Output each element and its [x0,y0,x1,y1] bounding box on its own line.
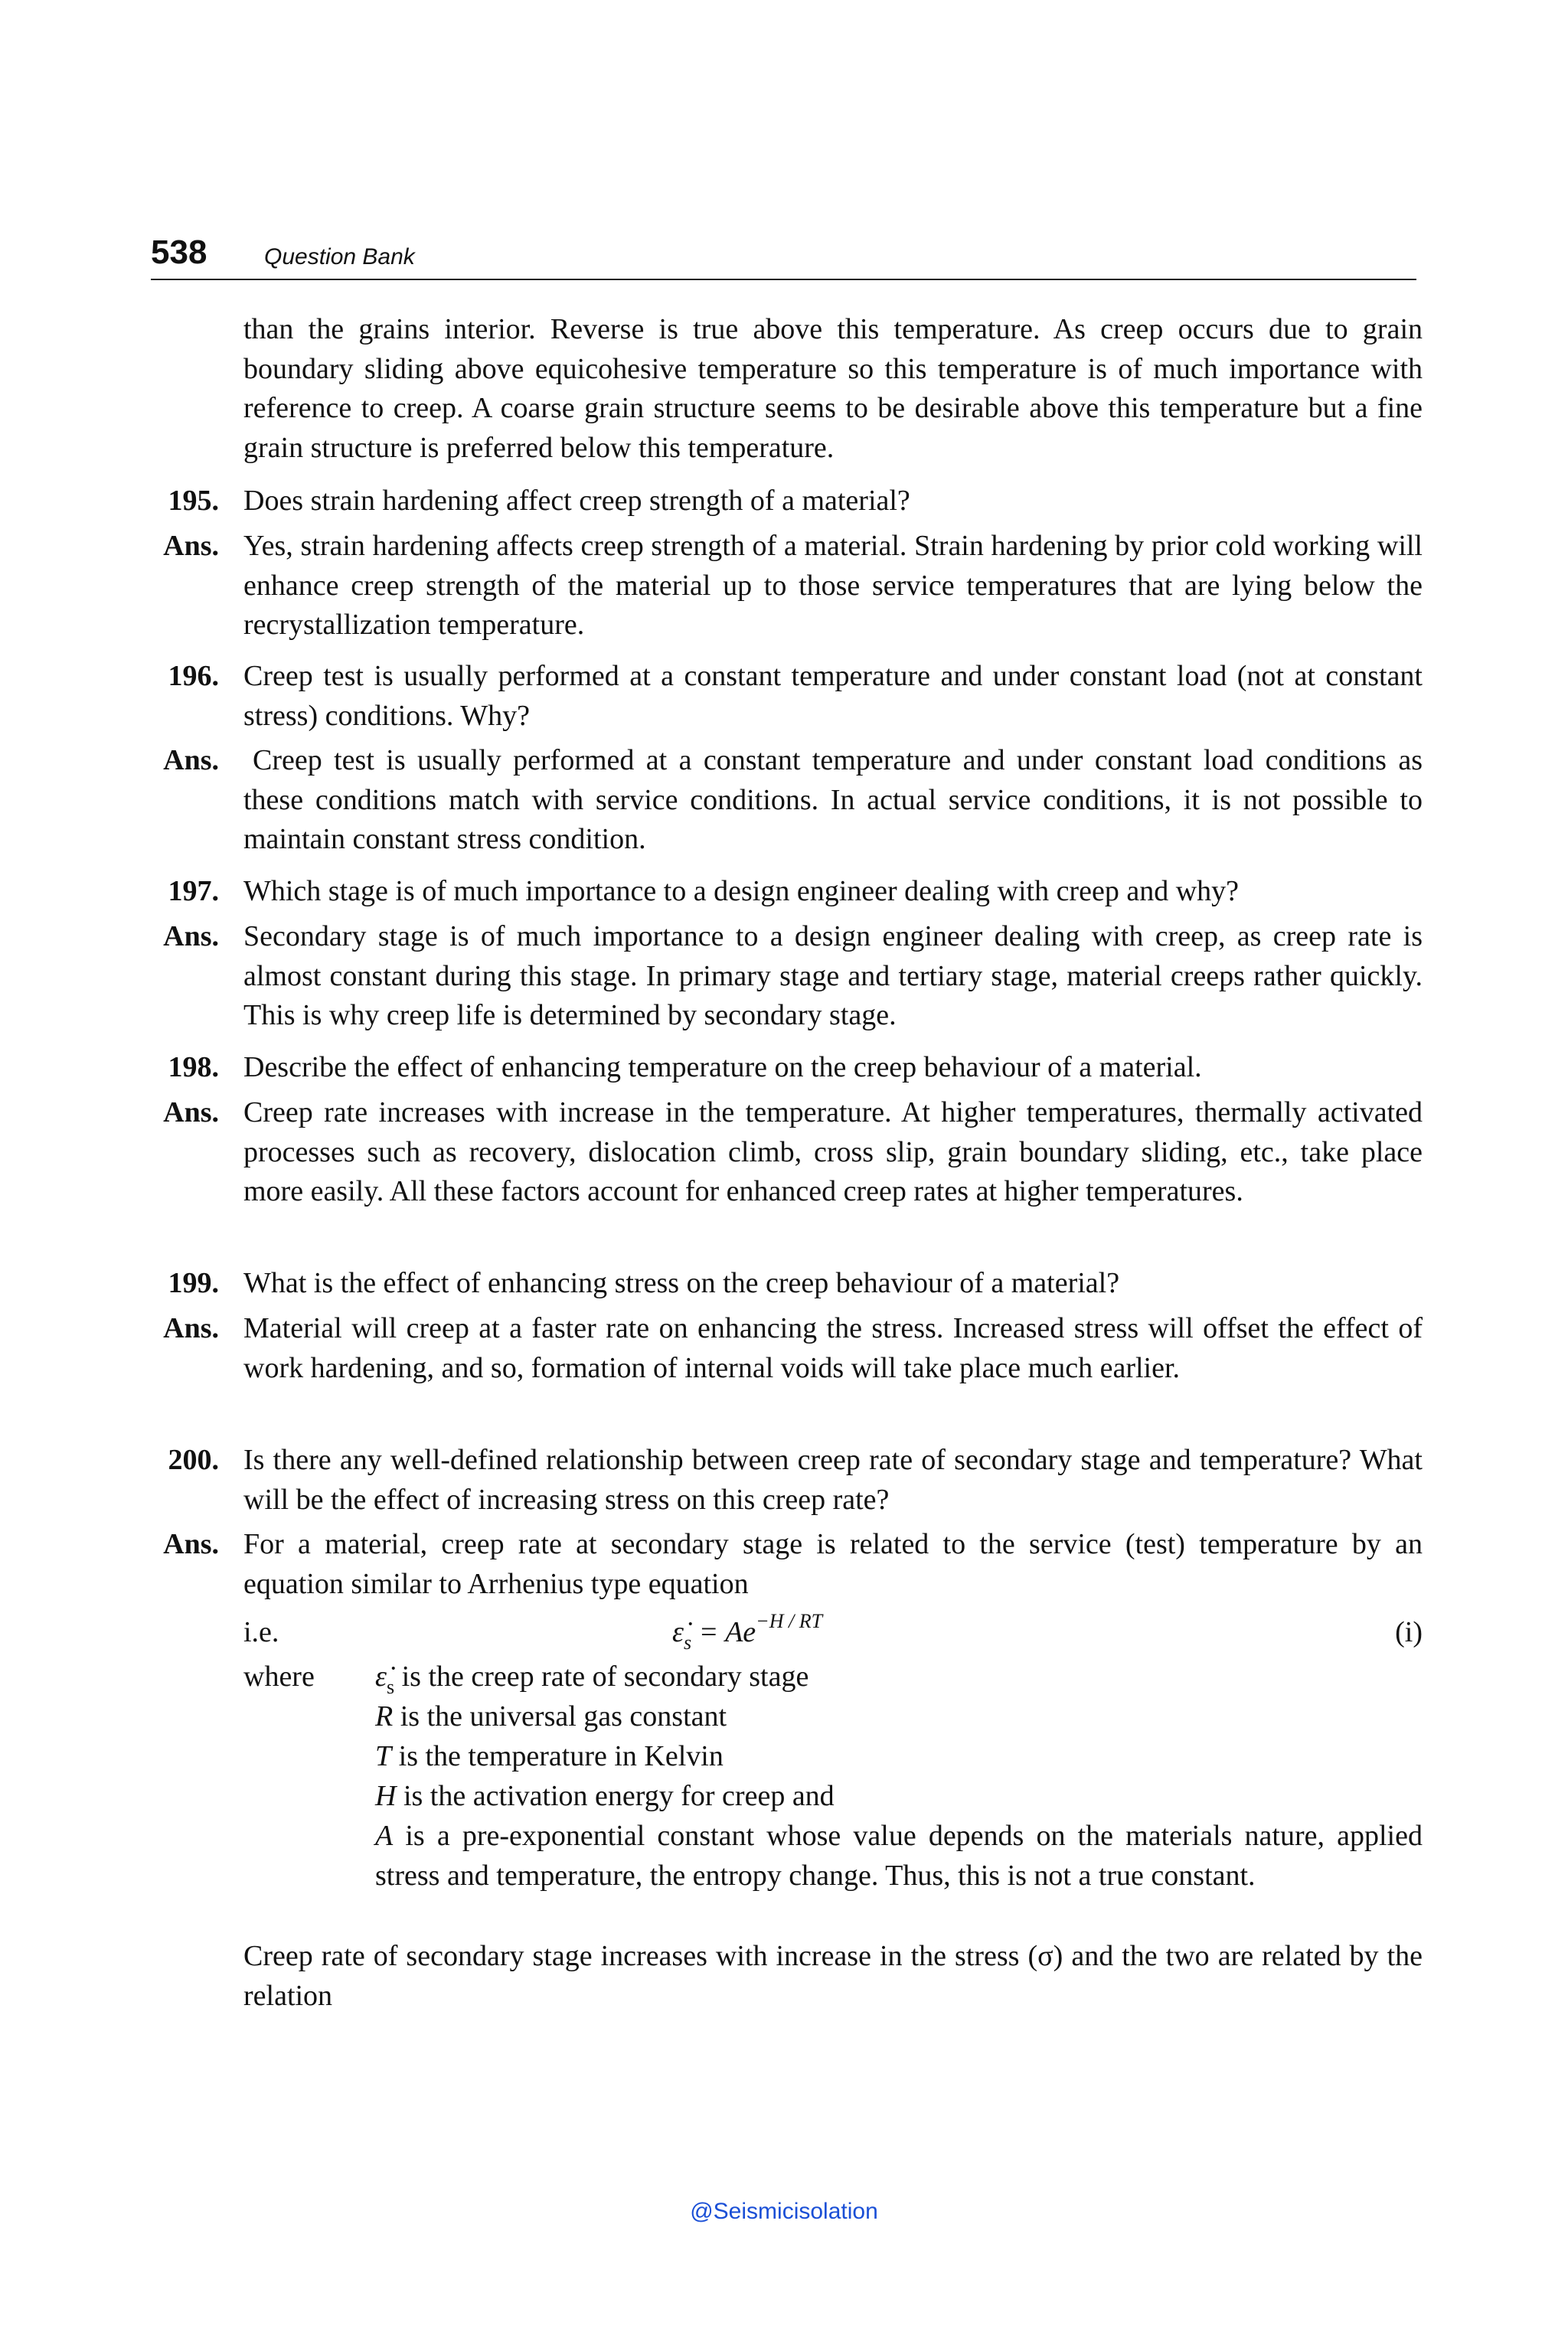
answer-text: For a material, creep rate at secondary stage is related to the service (test) temperature by an equation similar to Arrhenius type equation [243,1528,1423,1600]
question-number: 199. [168,1267,219,1299]
answer-text: Yes, strain hardening affects creep strength of a material. Strain hardening by prior cold working will enhance creep strength of the material up to those service temperatures that are lying below the recrystallization temperature. [243,530,1423,641]
question-text: What is the effect of enhancing stress on the creep behaviour of a material? [243,1267,1120,1299]
question-number: 200. [168,1444,219,1476]
equation-lhs-subscript: s [683,1631,692,1654]
question-text: Is there any well-defined relationship between creep rate of secondary stage and temperature? What will be the effect of increasing stress on this creep rate? [243,1444,1423,1516]
answer-label: Ans. [163,920,219,952]
equation-number: (i) [1395,1616,1423,1648]
symbol: A [375,1820,394,1852]
definition-text: is the creep rate of secondary stage [394,1661,809,1693]
definition-creep-rate [375,1657,1423,1700]
symbol: ε̇ [375,1661,387,1693]
equation-rhs: = Ae [698,1616,756,1648]
definition-temperature [375,1737,1423,1777]
symbol: H [375,1780,397,1812]
definition-text: is the universal gas constant [393,1700,727,1732]
question-text: Which stage is of much importance to a design engineer dealing with creep and why? [243,875,1239,907]
page-number: 538 [151,234,207,271]
equation-row [243,1610,1423,1654]
question-number: 198. [168,1051,219,1083]
answer-label: Ans. [163,1312,219,1344]
definition-pre-exponential [375,1817,1423,1896]
page-header [151,230,1416,280]
definition-activation-energy [375,1777,1423,1817]
arrhenius-equation [672,1610,823,1655]
running-head: Question Bank [264,244,415,269]
answer-label: Ans. [163,1528,219,1560]
where-label: where [243,1661,315,1693]
closing-paragraph: Creep rate of secondary stage increases with increase in the stress (σ) and the two are related by the relation [243,1940,1423,2012]
answer-label: Ans. [163,1096,219,1128]
equation-prefix: i.e. [243,1616,279,1648]
definition-text: is the temperature in Kelvin [391,1740,724,1772]
equation-lhs: ε̇ [672,1616,684,1648]
answer-label: Ans. [163,530,219,562]
definition-text: is a pre-exponential constant whose value depends on the materials nature, applied stress and temperature, the entropy change. Thus, this is not a true constant. [375,1820,1423,1892]
question-text: Creep test is usually performed at a constant temperature and under constant load (not at constant stress) conditions. Why? [243,660,1423,732]
watermark: @Seismicisolation [690,2199,878,2224]
definition-gas-constant [375,1697,1423,1737]
question-number: 196. [168,660,219,692]
answer-text: Material will creep at a faster rate on enhancing the stress. Increased stress will offset the effect of work hardening, and so, formation of internal voids will take place much earlier. [243,1312,1423,1384]
question-number: 197. [168,875,219,907]
answer-text: Creep test is usually performed at a constant temperature and under constant load conditions as these conditions match with service conditions. In actual service conditions, it is not possible to maintain constant stress condition. [243,744,1423,855]
question-text: Describe the effect of enhancing temperature on the creep behaviour of a material. [243,1051,1202,1083]
definition-text: is the activation energy for creep and [396,1780,835,1812]
question-text: Does strain hardening affect creep strength of a material? [243,485,910,517]
symbol-subscript: s [386,1676,395,1698]
answer-text: Creep rate increases with increase in the temperature. At higher temperatures, thermally activated processes such as recovery, dislocation climb, cross slip, grain boundary sliding, etc., take place more easily. All these factors account for enhanced creep rates at higher temperatures. [243,1096,1423,1207]
answer-label: Ans. [163,744,219,776]
equation-exponent: −H / RT [756,1610,823,1632]
symbol: T [375,1740,392,1772]
answer-text: Secondary stage is of much importance to a design engineer dealing with creep, as creep rate is almost constant during this stage. In primary stage and tertiary stage, material creeps rather quickly. This is why creep life is determined by secondary stage. [243,920,1423,1031]
intro-paragraph: than the grains interior. Reverse is true above this temperature. As creep occurs due to grain boundary sliding above equicohesive temperature so this temperature is of much importance with reference to creep. A coarse grain structure seems to be desirable above this temperature but a fine grain structure is preferred below this temperature. [243,313,1423,464]
question-number: 195. [168,485,219,517]
symbol: R [375,1700,394,1732]
